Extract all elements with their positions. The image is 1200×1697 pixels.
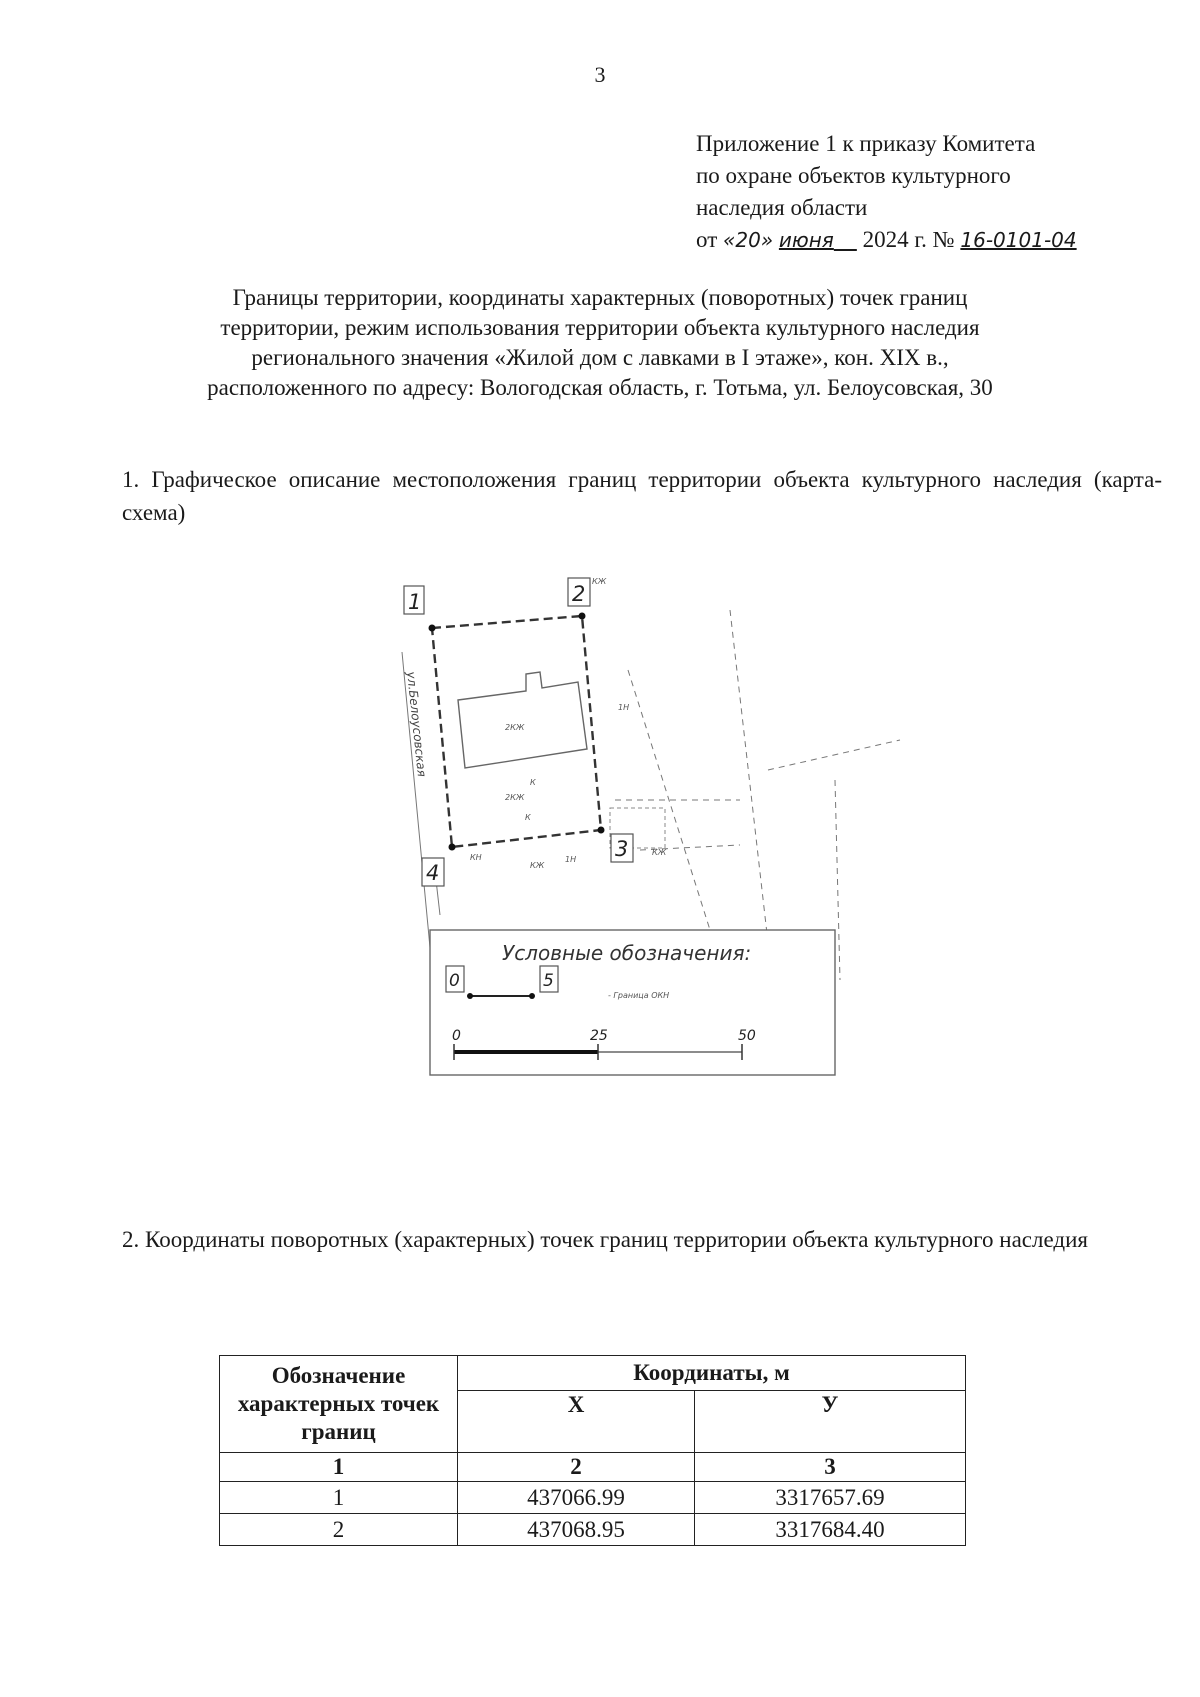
map-scheme [380,577,940,1160]
legend-sample-start: 0 [449,971,460,991]
scale-label-50: 50 [738,1028,756,1044]
building-outline [458,672,587,768]
point-label-1: 1 [408,590,422,614]
legend-point [467,993,473,999]
header-y: У [695,1390,966,1452]
section-2-heading: 2. Координаты поворотных (характерных) точек границ территории объекта культурного наследия [122,1227,1088,1252]
annex-from-label: от [696,227,718,252]
annex-line-3: наследия области [696,195,868,220]
annex-number: 16-0101-04 [960,228,1077,252]
point-label-3: 3 [615,837,629,861]
building-label: 1Н [565,855,577,864]
title-line-1: Границы территории, координаты характерных (поворотных) точек границ [232,285,968,310]
title-line-3: регионального значения «Жилой дом с лавками в I этаже», кон. XIX в., [251,345,949,370]
legend-sample-end: 5 [543,971,554,991]
street-name: ул.Белоусовская [404,670,429,778]
annex-date-line [696,224,1176,256]
table-row [220,1482,966,1514]
legend-title: Условные обозначения: [502,941,752,965]
cell-point: 2 [220,1514,458,1546]
turning-point [449,844,456,851]
col-number: 2 [458,1453,695,1482]
building-label: 2КЖ [505,723,525,732]
page-number: 3 [594,62,606,87]
document-title [100,283,1100,403]
map-scheme-drawing [380,577,940,1160]
cell-x: 437066.99 [458,1482,695,1514]
scale-label-25: 25 [590,1028,608,1044]
header-x: X [458,1390,695,1452]
annex-month: июня [778,228,834,252]
section-1-heading: 1. Графическое описание местоположения границ территории объекта культурного наследия (карта-схема) [122,467,1162,525]
annex-day: «20» [723,228,774,252]
building-label: К [525,813,531,822]
table-row [220,1514,966,1546]
parcel-line [835,780,840,980]
annex-header [696,128,1176,256]
building-label: 1Н [618,703,630,712]
title-line-4: расположенного по адресу: Вологодская область, г. Тотьма, ул. Белоусовская, 30 [207,375,993,400]
cell-y: 3317684.40 [695,1514,966,1546]
col-number: 1 [220,1453,458,1482]
building-label: К [530,778,536,787]
scale-label-0: 0 [452,1028,461,1044]
annex-line-2: по охране объектов культурного [696,163,1011,188]
cell-x: 437068.95 [458,1514,695,1546]
coordinates-table [219,1355,966,1546]
cell-point: 1 [220,1482,458,1514]
parcel-line [730,610,770,960]
header-point: Обозначение характерных точек границ [220,1356,458,1453]
turning-point [598,827,605,834]
building-label: КЖ [592,577,607,586]
annex-line-1: Приложение 1 к приказу Комитета [696,131,1036,156]
header-coordinates: Координаты, м [458,1356,966,1391]
cell-y: 3317657.69 [695,1482,966,1514]
legend-sample-text: - Граница ОКН [608,991,670,1000]
building-label: КЖ [652,848,667,857]
building-label: 2КЖ [505,793,525,802]
col-number: 3 [695,1453,966,1482]
turning-point [579,613,586,620]
parcel-line [768,740,900,770]
turning-point [429,625,436,632]
point-label-2: 2 [572,582,586,606]
point-label-4: 4 [426,861,440,885]
annex-year: 2024 г. № [862,227,955,252]
title-line-2: территории, режим использования территории объекта культурного наследия [220,315,980,340]
building-label: КЖ [530,861,545,870]
building-label: КН [470,853,482,862]
legend-point [529,993,535,999]
